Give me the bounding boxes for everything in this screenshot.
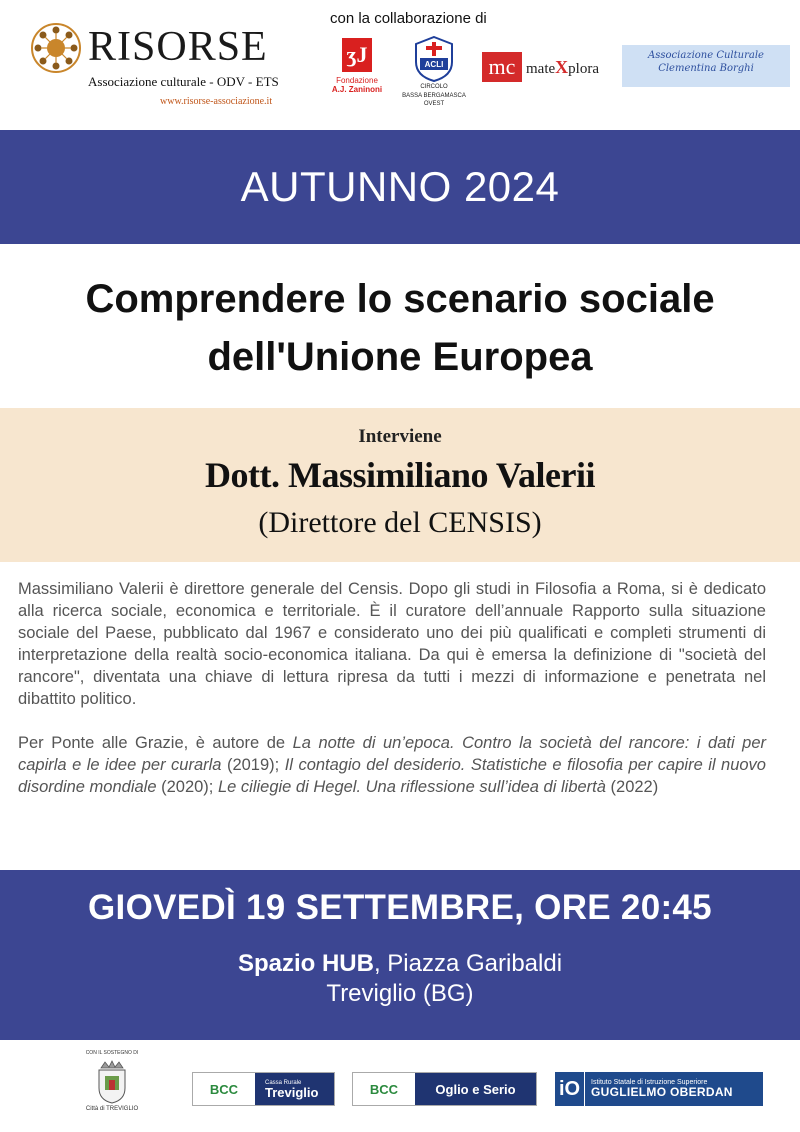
matexplora-wordmark (526, 57, 599, 78)
header (0, 0, 800, 130)
bio-p2-prefix: Per Ponte alle Grazie, è autore de (18, 734, 293, 752)
partner-borghi-logo (622, 45, 790, 87)
bcc-mark-2: BCC (353, 1073, 415, 1105)
org-url: www.risorse-associazione.it (160, 96, 273, 107)
matexplora-mark: mc (482, 52, 522, 82)
event-city: Treviglio (BG) (326, 980, 474, 1007)
org-subtitle: Associazione culturale - ODV - ETS (88, 74, 279, 89)
bank1-small: Cassa Rurale (265, 1079, 302, 1086)
school-line2: GUGLIELMO OBERDAN (591, 1085, 733, 1100)
acli-badge-text: ACLI (424, 60, 444, 69)
oberdan-school-logo (555, 1072, 763, 1106)
school-text (585, 1079, 733, 1100)
school-mark: iO (555, 1072, 585, 1106)
speaker-role: (Direttore del CENSIS) (258, 506, 542, 539)
acli-line1: CIRCOLO (420, 84, 448, 90)
zaninoni-line2: A.J. Zaninoni (331, 85, 383, 94)
collaboration-label: con la collaborazione di (330, 10, 487, 27)
speaker-name: Dott. Massimiliano Valerii (205, 455, 595, 495)
book-year-3: (2022) (605, 778, 659, 796)
speaker-bio (18, 578, 766, 820)
event-date: GIOVEDÌ 19 SETTEMBRE, ORE 20:45 (88, 888, 712, 927)
acli-shield-icon (414, 36, 454, 82)
book-year-1: (2019); (221, 756, 285, 774)
borghi-line1: Associazione Culturale (648, 50, 764, 61)
bio-paragraph-2 (18, 732, 766, 798)
bio-paragraph-1: Massimiliano Valerii è direttore generale del Censis. Dopo gli studi in Filosofia a Roma, si è dedicato alla ricerca sociale, economica e territoriale. È il curatore dell’annuale Rapporto sulla situazione sociale del Paese, pubblicato dal 1967 e considerato uno dei più qualificati e completi strumenti di interpretazione della realtà socio-economica italiana. Da qui è emersa la definizione di "società del rancore", diventata una chiave di lettura ripresa da tutti i mezzi di informazione e penetrata nel dibattito politico. (18, 580, 766, 708)
book-title-1: La notte di un’epoca. Contro la società del rancore: i dati per capirla e le idee per curarla (18, 734, 766, 774)
event-details-band (0, 870, 800, 1040)
matexplora-pre: mate (526, 60, 556, 77)
bank2-name: Oglio e Serio (415, 1073, 536, 1105)
book-title-3: Le ciliegie di Hegel. Una riflessione sull’idea di libertà (217, 778, 606, 796)
title-line-1: Comprendere lo scenario sociale (85, 277, 715, 321)
bank1-name-block (255, 1073, 334, 1105)
school-line1: Istituto Statale di Istruzione Superiore (591, 1078, 708, 1086)
comune-name: Città di TREVIGLIO (85, 1106, 139, 1112)
bcc-mark: BCC (193, 1073, 255, 1105)
season-title: AUTUNNO 2024 (240, 163, 560, 210)
book-title-2: Il contagio del desiderio. Statistiche e filosofia per capire il nuovo disordine mondiale (18, 756, 766, 796)
season-band (0, 130, 800, 244)
comune-top-text: CON IL SOSTEGNO DI (85, 1050, 139, 1056)
org-name: RISORSE (88, 24, 268, 70)
event-title (0, 270, 800, 386)
partner-zaninoni-logo (322, 38, 392, 108)
event-venue (0, 950, 800, 978)
city-crest-icon (95, 1060, 129, 1104)
venue-address: , Piazza Garibaldi (373, 950, 563, 977)
bcc-treviglio-logo (192, 1072, 335, 1106)
matexplora-post: plora (568, 60, 599, 77)
title-line-2: dell'Unione Europea (207, 335, 593, 379)
sponsors-footer (0, 1040, 800, 1132)
bcc-oglio-serio-logo (352, 1072, 537, 1106)
zaninoni-line1: Fondazione (336, 76, 378, 85)
zaninoni-mark-icon: ʒJ (342, 38, 372, 72)
acli-line2: BASSA BERGAMASCA (402, 92, 466, 99)
book-year-2: (2020); (156, 778, 218, 796)
borghi-line2: Clementina Borghi (658, 63, 754, 74)
venue-name: Spazio HUB (237, 950, 374, 977)
partner-matexplora-logo (482, 52, 599, 84)
comune-treviglio-logo (80, 1050, 144, 1112)
speaker-band (0, 408, 800, 562)
bank1-name: Treviglio (265, 1084, 319, 1100)
risorse-logo-icon (30, 22, 82, 74)
acli-line3: OVEST (423, 101, 445, 108)
speaker-intro: Interviene (358, 426, 442, 447)
matexplora-x: X (555, 56, 569, 77)
partner-acli-logo (398, 36, 470, 111)
